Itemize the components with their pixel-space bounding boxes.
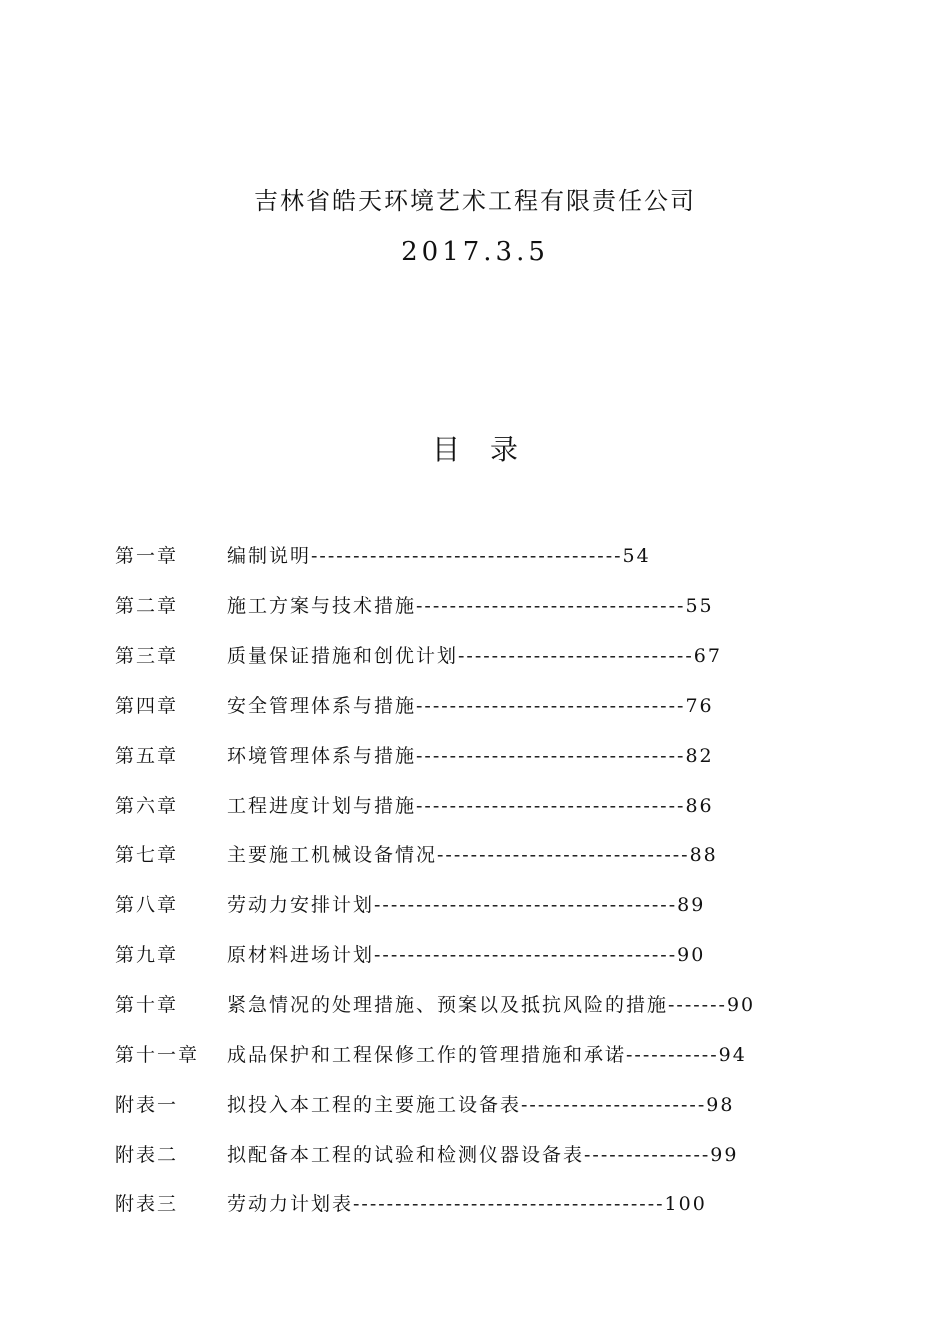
toc-chapter-label: 第四章: [115, 694, 179, 717]
toc-entry[interactable]: [115, 979, 815, 1029]
toc-chapter-label: 第六章: [115, 794, 179, 817]
toc-entry-text: 紧急情况的处理措施、预案以及抵抗风险的措施-------90: [227, 994, 756, 1017]
toc-entry[interactable]: [115, 1178, 815, 1228]
toc-entry[interactable]: [115, 1078, 815, 1128]
toc-entry[interactable]: [115, 829, 815, 879]
toc-chapter-label: 第八章: [115, 894, 179, 917]
toc-chapter-label: 第三章: [115, 645, 179, 668]
toc-entry-text: 劳动力安排计划------------------------------------89: [227, 894, 706, 917]
toc-entry[interactable]: [115, 530, 815, 580]
toc-chapter-label: 第七章: [115, 844, 179, 867]
toc-entry-text: 施工方案与技术措施--------------------------------55: [227, 595, 714, 618]
toc-chapter-label: 第十一章: [115, 1043, 200, 1066]
toc-entry-text: 工程进度计划与措施--------------------------------86: [227, 794, 714, 817]
table-of-contents: [115, 530, 815, 1228]
toc-entry[interactable]: [115, 729, 815, 779]
toc-entry-text: 质量保证措施和创优计划----------------------------67: [227, 645, 722, 668]
toc-entry[interactable]: [115, 630, 815, 680]
toc-entry-text: 原材料进场计划------------------------------------90: [227, 944, 706, 967]
toc-chapter-label: 附表二: [115, 1143, 179, 1166]
toc-entry-text: 成品保护和工程保修工作的管理措施和承诺-----------94: [227, 1043, 747, 1066]
toc-entry-text: 环境管理体系与措施--------------------------------82: [227, 744, 714, 767]
toc-entry[interactable]: [115, 680, 815, 730]
toc-chapter-label: 第九章: [115, 944, 179, 967]
toc-chapter-label: 第一章: [115, 545, 179, 568]
document-date: 2017.3.5: [401, 237, 549, 267]
toc-entry-text: 编制说明-------------------------------------54: [227, 545, 651, 568]
toc-entry-text: 安全管理体系与措施--------------------------------76: [227, 694, 714, 717]
toc-entry-text: 主要施工机械设备情况------------------------------88: [227, 844, 718, 867]
toc-entry-text: 拟配备本工程的试验和检测仪器设备表---------------99: [227, 1143, 739, 1166]
toc-title: 目录: [431, 433, 548, 466]
toc-chapter-label: 第二章: [115, 595, 179, 618]
toc-entry[interactable]: [115, 779, 815, 829]
toc-chapter-label: 附表一: [115, 1093, 179, 1116]
toc-entry[interactable]: [115, 1128, 815, 1178]
toc-chapter-label: 第五章: [115, 744, 179, 767]
company-name: 吉林省皓天环境艺术工程有限责任公司: [254, 187, 696, 215]
toc-entry[interactable]: [115, 580, 815, 630]
toc-entry[interactable]: [115, 929, 815, 979]
toc-entry[interactable]: [115, 879, 815, 929]
toc-entry[interactable]: [115, 1028, 815, 1078]
toc-chapter-label: 第十章: [115, 994, 179, 1017]
toc-chapter-label: 附表三: [115, 1193, 179, 1216]
toc-entry-text: 拟投入本工程的主要施工设备表----------------------98: [227, 1093, 735, 1116]
toc-entry-text: 劳动力计划表-------------------------------------100: [227, 1193, 707, 1216]
